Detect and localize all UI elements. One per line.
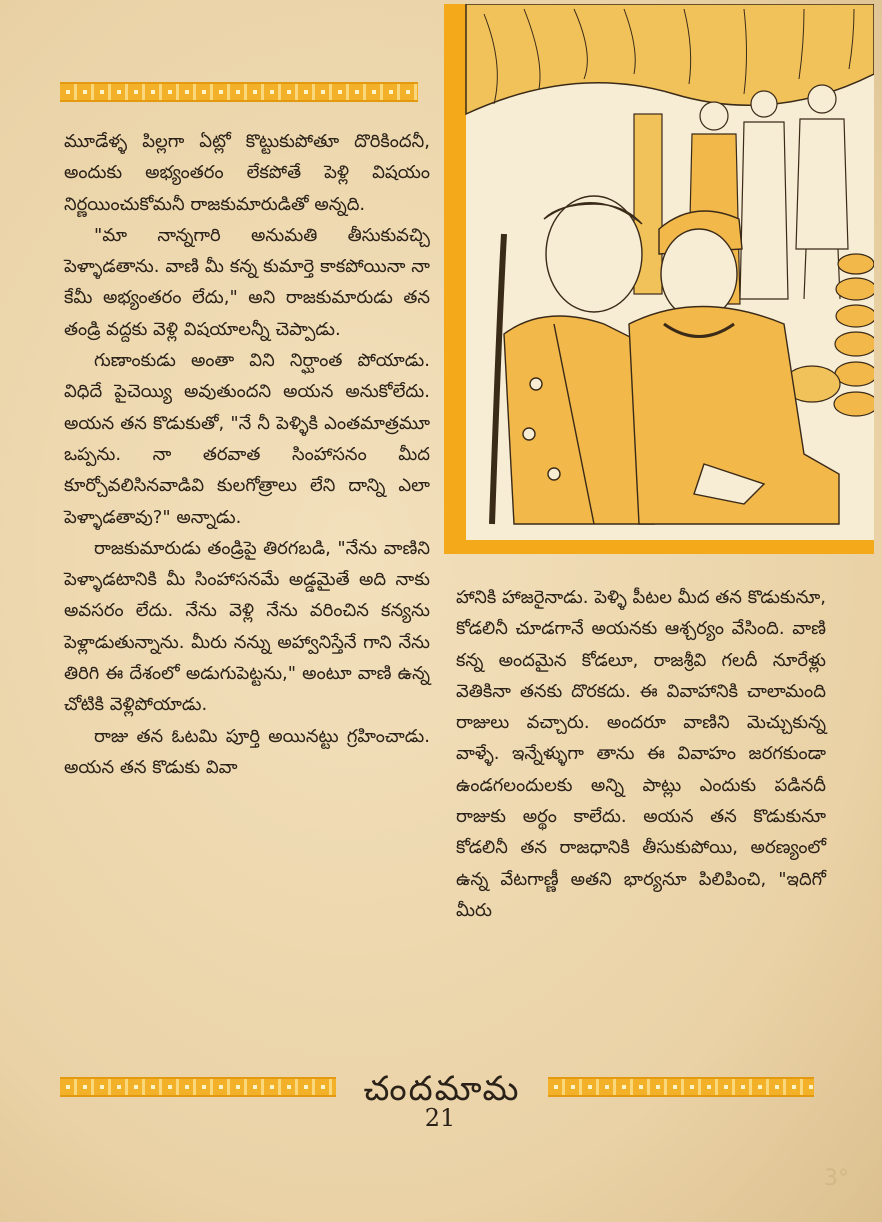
paragraph: రాజకుమారుడు తండ్రిపై తిరగబడి, "నేను వాణిని పెళ్ళాడటానికి మీ సింహాసనమే అడ్డమైతే అది నాకు అవసరం లేదు. నేను వెళ్లి నేను వరించిన కన్యను పెళ్లాడుతున్నాను. మీరు నన్ను అహ్వానిస్తేనే గాని నేను తిరిగి ఈ దేశంలో అడుగుపెట్టను," అంటూ వాణి ఉన్న చోటికి వెళ్లిపోయాడు. xyxy=(64,537,430,716)
paragraph: గుణాంకుడు అంతా విని నిర్ఘాంత పోయాడు. విధిదే పైచెయ్యి అవుతుందని అయన అనుకోలేదు. అయన తన కొడుకుతో, "నే నీ పెళ్ళికి ఎంతమాత్రమూ ఒప్పను. నా తరవాత సింహాసనం మీద కూర్చోవలిసినవాడివి కులగోత్రాలు లేని దాన్ని ఎలా పెళ్ళాడతావు?" అన్నాడు. xyxy=(64,350,430,528)
illustration-drawing xyxy=(444,4,874,554)
left-text-column xyxy=(64,126,430,783)
paragraph: హానికి హాజరైనాడు. పెళ్ళి పీటల మీద తన కొడుకునూ, కోడలినీ చూడగానే అయనకు ఆశ్చర్యం వేసింది. వాణి కన్న అందమైన కోడలూ, రాజశ్రీవి గలదీ నూరేళ్లు వెతికినా తనకు దొరకదు. ఈ వివాహానికి చాలామంది రాజులు వచ్చారు. అందరూ వాణిని మెచ్చుకున్న వాళ్ళే. ఇన్నేళ్ళుగా తాను ఈ వివాహం జరగకుండా ఉండగలందులకు అన్ని పాట్లు ఎందుకు పడినదీ రాజుకు అర్థం కాలేదు. అయన తన కొడుకునూ కోడలినీ తన రాజధానికి తీసుకుపోయి, అరణ్యంలో ఉన్న వేటగాణ్ణీ అతని భార్యనూ పిలిపించి, "ఇదిగో మీరు xyxy=(456,587,826,921)
footer-right-border xyxy=(548,1077,814,1097)
paragraph: మూడేళ్ళ పిల్లగా ఏట్లో కొట్టుకుపోతూ దొరికిందనీ, అందుకు అభ్యంతరం లేకపోతే పెళ్లి విషయం నిర్ణయించుకోమనీ రాజకుమారుడితో అన్నది. xyxy=(64,131,430,215)
magazine-title: చందమామ xyxy=(363,1069,521,1109)
paragraph: "మా నాన్నగారి అనుమతి తీసుకువచ్చి పెళ్ళాడతాను. వాణి మీ కన్న కుమార్తె కాకపోయినా నా కేమీ అభ్యంతరం లేదు," అని రాజకుమారుడు తన తండ్రి వద్దకు వెళ్లి విషయాలన్నీ చెప్పాడు. xyxy=(64,224,430,340)
story-illustration xyxy=(444,4,874,554)
corner-mark: 3° xyxy=(824,1166,849,1191)
footer-left-border xyxy=(60,1077,336,1097)
paragraph: రాజు తన ఓటమి పూర్తి అయినట్టు గ్రహించాడు. అయన తన కొడుకు వివా xyxy=(64,725,430,778)
page-number: 21 xyxy=(424,1104,456,1132)
right-text-column xyxy=(456,582,826,926)
top-decorative-border xyxy=(60,82,418,102)
